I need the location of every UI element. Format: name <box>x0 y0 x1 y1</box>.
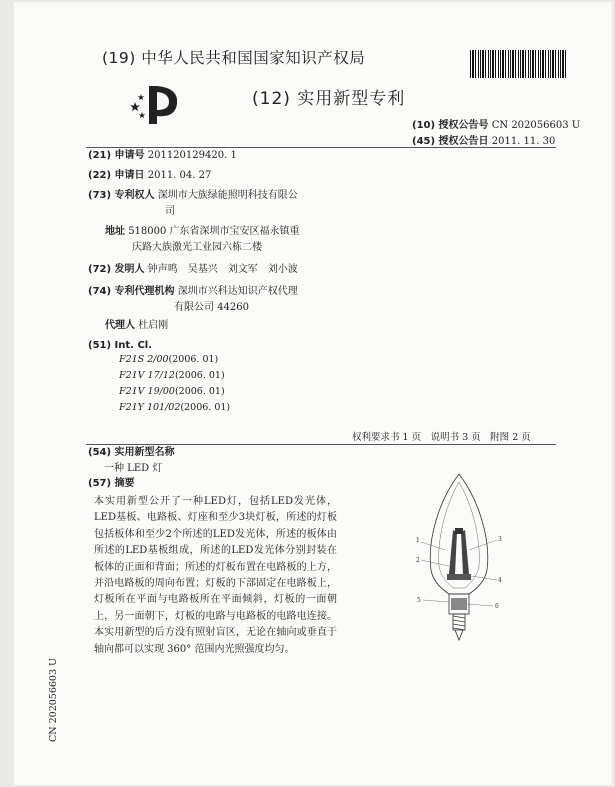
sipo-logo <box>127 80 187 130</box>
publication-date <box>412 132 555 147</box>
title-label: (54) 实用新型名称 <box>88 447 175 458</box>
drawing-label: 4 <box>498 577 502 584</box>
address: 地址 518000 广东省深圳市宝安区福永镇重 <box>105 226 300 237</box>
agency: (74) 专利代理机构 深圳市兴科达知识产权代理 <box>88 286 298 297</box>
class-entry: F21V 19/00(2006. 01) <box>119 386 225 397</box>
publication-number <box>412 116 580 131</box>
int-cl-label: (51) Int. Cl. <box>88 340 153 351</box>
class-entry: F21Y 101/02(2006. 01) <box>119 402 231 413</box>
drawing-label: 6 <box>495 603 499 610</box>
drawing-label: 5 <box>417 597 421 604</box>
application-number: (21) 申请号 201120129420. 1 <box>88 150 237 161</box>
side-document-number: CN 202056603 U <box>48 657 59 742</box>
class-entry: F21S 2/00(2006. 01) <box>119 354 219 365</box>
barcode <box>470 50 566 78</box>
abstract-label: (57) 摘要 <box>88 478 135 489</box>
patentee: (73) 专利权人 深圳市大族绿能照明科技有限公 <box>88 190 298 201</box>
agent: 代理人 杜启刚 <box>105 320 169 331</box>
page-counts: 权利要求书 1 页 说明书 3 页 附图 2 页 <box>352 432 531 443</box>
class-entry: F21V 17/12(2006. 01) <box>119 370 225 381</box>
publication-date-label: (45) 授权公告日 <box>412 136 489 147</box>
drawing-label: 1 <box>416 537 420 544</box>
publication-number-label: (10) 授权公告号 <box>412 120 489 131</box>
document-type: (12) 实用新型专利 <box>252 89 406 109</box>
publication-number-value: CN 202056603 U <box>491 120 581 131</box>
agency-cont: 有限公司 44260 <box>174 302 249 313</box>
address-cont: 庆路大族激光工业园六栋二楼 <box>132 242 262 253</box>
application-date: (22) 申请日 2011. 04. 27 <box>88 170 212 181</box>
abstract-text: 本实用新型公开了一种LED灯，包括LED发光体，LED基板、电路板、灯座和至少3块灯板，所述的灯板包括板体和至少2个所述的LED发光体，所述的板体由所述的LED基板组成，所述的LED发光体分别封装在板体的正面和背面；所述的灯板布置在电路板的上方，并沿电路板的周向布置；灯板的下部固定在电路板上，灯板所在平面与电路板所在平面倾斜，灯板的一面朝上，另一面朝下，灯板的电路与电路板的电路电连接。本实用新型的后方没有照射盲区，无论在轴向或垂直于轴向都可以实现 360° 范围内光照强度均匀。 <box>94 496 337 655</box>
drawing-label: 2 <box>416 557 420 564</box>
utility-model-title: 一种 LED 灯 <box>104 463 163 474</box>
issuing-office: (19) 中华人民共和国国家知识产权局 <box>102 49 366 67</box>
led-lamp-drawing <box>409 470 509 670</box>
publication-date-value: 2011. 11. 30 <box>491 136 556 147</box>
patent-page <box>14 2 612 785</box>
inventors: (72) 发明人 钟声鸣 吴基兴 刘文军 刘小波 <box>88 264 298 275</box>
drawing-label: 3 <box>498 536 502 543</box>
patentee-cont: 司 <box>165 206 175 217</box>
